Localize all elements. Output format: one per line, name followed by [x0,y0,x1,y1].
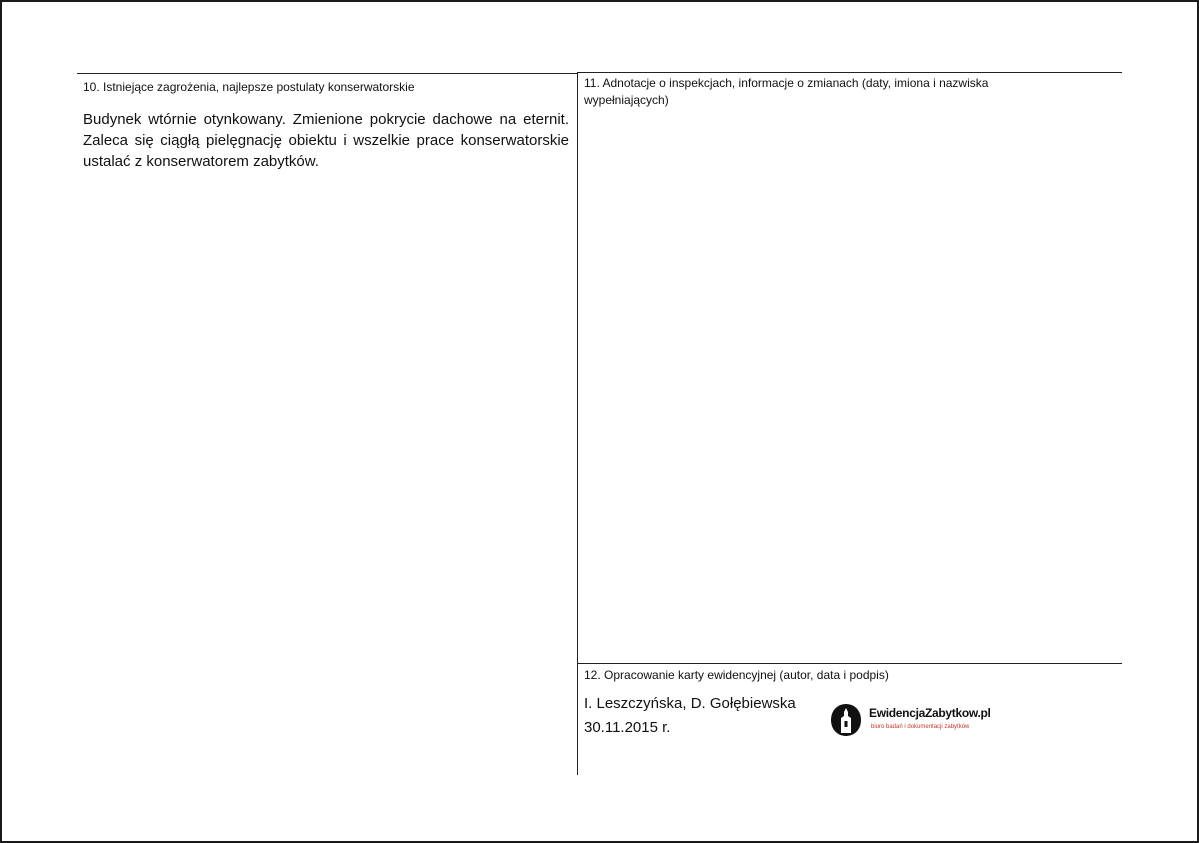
section-10-text: Budynek wtórnie otynkowany. Zmienione pokrycie dachowe na eternit. Zaleca się ciągłą pielęgnację obiektu i wszelkie prace konserwatorskie ustalać z konserwatorem zabytków. [83,111,569,170]
section-12-top-rule [577,663,1122,664]
section-11-top-rule [577,72,1122,73]
section-12-authors: I. Leszczyńska, D. Gołębiewska [584,695,796,712]
section-12-label: 12. Opracowanie karty ewidencyjnej (autor, data i podpis) [584,668,889,682]
logo-name: EwidencjaZabytkow.pl [869,706,991,720]
column-divider [577,72,578,775]
logo-mark-icon [829,702,863,738]
section-12-date: 30.11.2015 r. [584,719,671,736]
section-10-label: 10. Istniejące zagrożenia, najlepsze postulaty konserwatorskie [83,80,415,94]
company-logo [829,702,999,738]
section-11-label: 11. Adnotacje o inspekcjach, informacje o zmianach (daty, imiona i nazwiska wypełniających) [584,76,989,107]
section-10-top-rule [77,73,577,74]
logo-tagline: biuro badań i dokumentacji zabytków [871,724,970,730]
